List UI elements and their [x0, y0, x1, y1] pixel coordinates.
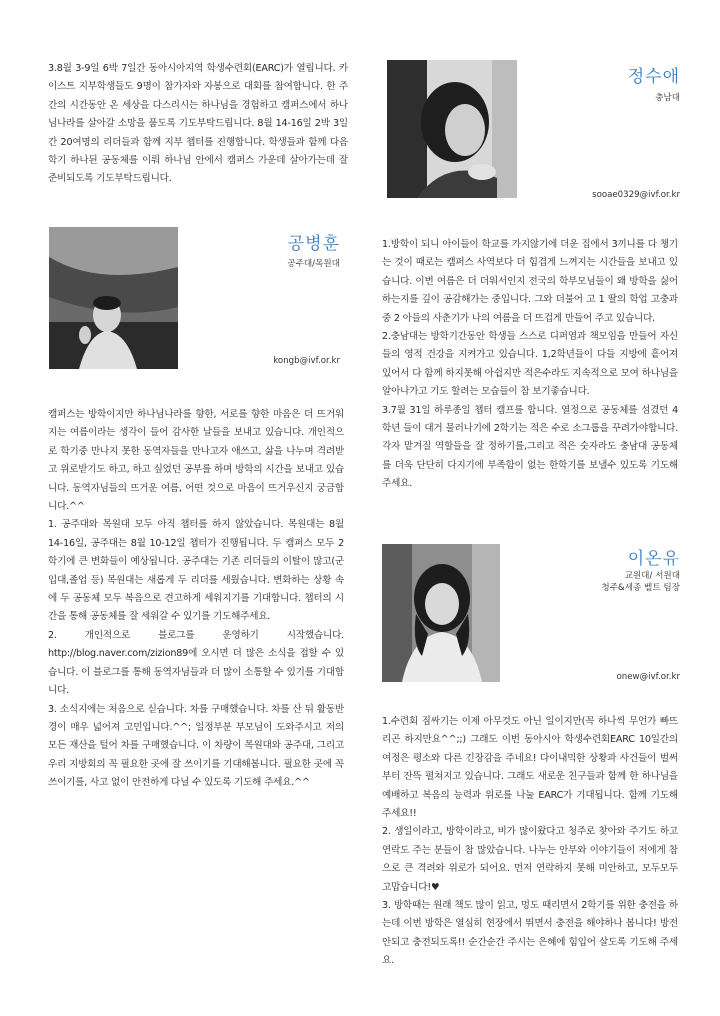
profile-body-gong: 캠퍼스는 방학이지만 하나님나라를 향한, 서로를 향한 마음은 더 뜨거워지는 여름이라는 생각이 들어 감사한 날들을 보내고 있습니다. 개인적으로 학기중 만나지 못한 동역자들을 만나고자 애쓰고, 삶을 나누며 격려받고 위로받기도 하고, 하고 싶었던 공부를 하며 방학의 시간을 보내고 있습니다. 동역자님들의 뜨거운 여름, 어떤 것으로 마음이 뜨거우신지 궁금합니다.^^ 1. 공주대와 목원대 모두 아직 챕터를 하지 않았습니다. 목원대는 8월 14-16일, 공주대는 8월 10-12일 챕터가 진행됩니다. 두 캠퍼스 모두 2학기에 큰 변화들이 예상됩니다. 공주대는 기존 리더들의 이탈이 많고(군 입대,졸업 등) 목원대는 새롭게 두 리더를 세웠습니다. 변화하는 상황 속에 두 공동체 모두 복음으로 견고하게 세워지기를 기대합니다. 챕터의 시간을 통해 공동체를 잘 세워갈 수 있기를 기도해주세요. 2. 개인적으로 블로그를 운영하기 시작했습니다. http://blog.naver.com/zizion89에 오시면 더 많은 소식을 접할 수 있습니다. 이 블로그를 통해 동역자님들과 더 많이 소통할 수 있기를 기대합니다. 3. 소식지에는 처음으로 싣습니다. 차를 구매했습니다. 차를 산 뒤 활동반경이 매우 넓어져 고민입니다.^^; 일정부분 부모님이 도와주시고 저의 모든 재산을 털어 차를 구매했습니다. 이 차량이 목원대와 공주대, 그리고 우리 지방회의 꼭 필요한 곳에 잘 쓰이기를 기대해봅니다. 필요한 곳에 꼭 쓰이기를, 사고 없이 안전하게 다닐 수 있도록 기도해 주세요.^^: [48, 409, 344, 789]
profile-email-gong: kongb@ivf.or.kr: [273, 356, 340, 366]
profile-body-jung: 1.방학이 되니 아이들이 학교를 가지않기에 더운 집에서 3끼니를 다 챙기는 것이 때로는 캠퍼스 사역보다 더 힘겹게 느껴지는 시간들을 보내고 있습니다. 이번 여름은 더 더워서인지 전국의 학부모님들이 왜 방학을 싫어 하는지를 깊이 공감해가는 중입니다. 그와 더불어 고 1 딸의 학업 고충과 중 2 아들의 사춘기가 나의 여름을 더 뜨겁게 만들어 주고 있습니다. 2.충남대는 방학기간동안 학생들 스스로 디퍼염과 책모임을 만들어 자신들의 영적 건강을 지켜가고 있습니다. 1,2학년들이 다들 지방에 흩어져 있어서 다 함께 하지못해 아쉽지만 적은수라도 지속적으로 모여 하나님을 알아나가고 기도 할려는 모습들이 참 보기좋습니다. 3.7월 31일 하루종일 챕터 캠프를 합니다. 열정으로 공동체를 섬겼던 4학년 들이 대거 물러나기에 2학기는 적은 수로 소그룹을 꾸려가야합니다. 각자 맡겨질 역할들을 잘 정하기를,그리고 적은 숫자라도 충남대 공동체를 더욱 단단히 다지기에 부족함이 없는 한학기를 보낼수 있도록 기도해주세요.: [382, 239, 678, 490]
profile-photo-gong: [49, 227, 178, 369]
profile-role-gong: 공주대/목원대: [287, 259, 340, 269]
profile-role-lee: 교원대/ 서원대 청주&세종 벨트 팀장: [601, 571, 680, 593]
profile-email-jung: sooae0329@ivf.or.kr: [592, 190, 680, 200]
profile-role-jung: 충남대: [655, 93, 680, 103]
profile-name-gong: 공병훈: [287, 234, 340, 254]
profile-body-lee: 1.수련회 짐싸기는 이제 아무것도 아닌 일이지만(꼭 하나씩 무언가 빠뜨리곤 하지만요^^;;) 그래도 이번 동아시아 학생수련회EARC 10일간의 여정은 평소와 다른 긴장감을 주네요! 다이내믹한 상황과 사건들이 벌써부터 잔뜩 펼쳐지고 있습니다. 그래도 새로운 친구들과 함께 한 하나님을 예배하고 복음의 능력과 위로를 나눌 EARC가 기대됩니다. 함께 기도해 주세요!! 2. 생일이라고, 방학이라고, 비가 많이왔다고 청주로 찾아와 주기도 하고 연락도 주는 분들이 참 많았습니다. 나누는 안부와 이야기들이 저에게 참으로 큰 격려와 위로가 되어요. 먼저 연락하지 못해 미안하고, 모두모두 고맙습니다!♥ 3. 방학때는 원래 책도 많이 읽고, 멍도 때리면서 2학기를 위한 충전을 하는데 이번 방학은 열심히 현장에서 뛰면서 충전을 해야하나 봅니다! 방전 안되고 충전되도록!! 순간순간 주시는 은혜에 힘입어 살도록 기도해 주세요.: [382, 716, 678, 967]
profile-photo-jung: [387, 60, 517, 198]
intro-paragraph: 3.8월 3-9일 6박 7일간 동아시아지역 학생수련회(EARC)가 열립니다. 카이스트 지부학생들도 9명이 참가자와 자봉으로 대회를 참여합니다. 한 주간의 시간동안 온 세상을 다스리시는 하나님을 경험하고 캠퍼스에서 하나님나라를 살아갈 소망을 품도록 기도부탁드립니다. 8월 14-16일 2박 3일간 20여명의 리더들과 함께 지부 챕터를 진행합니다. 학생들과 함께 다음학기 하나된 공동체를 이뤄 하나님 안에서 캠퍼스 가운데 살아가는데 잘 준비되도록 기도부탁드립니다.: [48, 63, 348, 185]
profile-name-lee: 이온유: [627, 549, 680, 569]
profile-photo-lee: [382, 544, 500, 682]
profile-name-jung: 정수애: [627, 67, 680, 87]
profile-email-lee: onew@ivf.or.kr: [616, 672, 680, 682]
